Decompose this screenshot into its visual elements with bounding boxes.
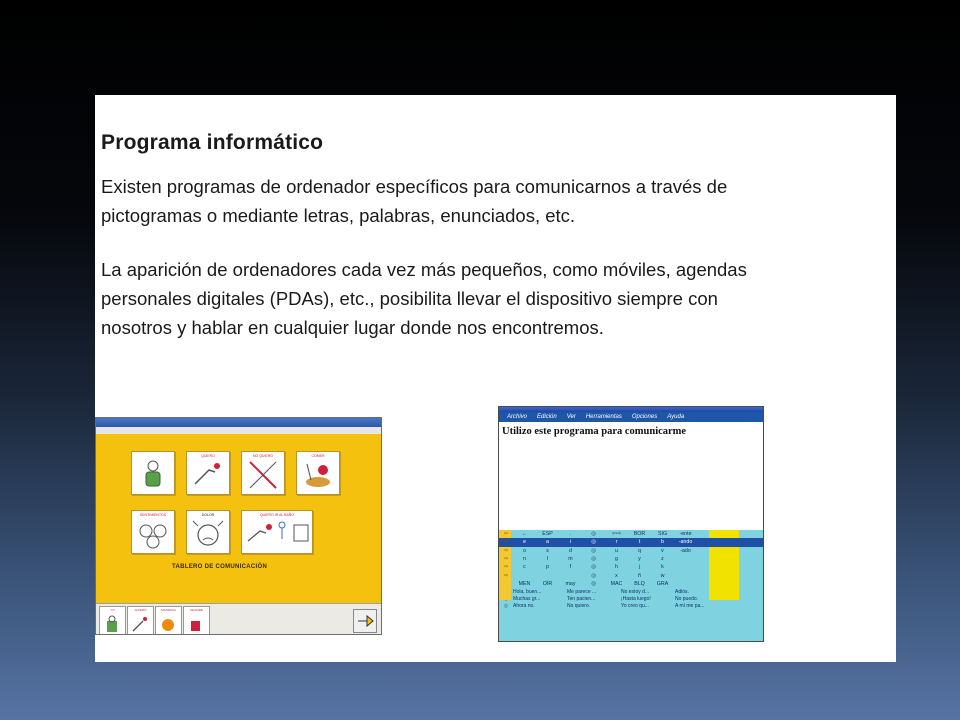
keyboard-key[interactable]: r: [615, 539, 618, 546]
sentence-item-1[interactable]: YO: [99, 606, 126, 635]
keyboard-key[interactable]: s: [546, 547, 549, 554]
refuse-icon: [242, 452, 284, 494]
phrase-item[interactable]: Me parece ...: [567, 588, 597, 595]
arrow-right-icon: [354, 610, 376, 632]
keyboard-key[interactable]: .: [569, 531, 572, 538]
row-scan-icon: ⇨: [503, 556, 509, 563]
keyboard-key[interactable]: MEN: [518, 580, 531, 587]
keyboard-row: [499, 563, 763, 571]
keyboard-key[interactable]: [674, 564, 697, 570]
board-menubar: [96, 427, 381, 434]
keyboard-key[interactable]: o: [523, 547, 526, 554]
person-icon: [103, 615, 121, 633]
phrase-item[interactable]: Hola, buen...: [513, 588, 542, 595]
paragraph-1-line-2: pictogramas o mediante letras, palabras, enunciados, etc.: [101, 205, 576, 226]
pain-face-icon: [187, 511, 229, 553]
keyboard-key[interactable]: u: [615, 547, 618, 554]
menu-opciones[interactable]: Opciones: [631, 414, 658, 420]
row-scan-icon: ⇦: [503, 531, 509, 538]
keyboard-key[interactable]: y: [638, 556, 641, 563]
keyboard-row: [499, 538, 763, 546]
keyboard-key[interactable]: ◎: [591, 531, 596, 538]
keyboard-key[interactable]: ◎: [591, 539, 596, 546]
phrase-item[interactable]: ¡Hasta luego!: [621, 595, 651, 602]
keyboard-key[interactable]: -ando: [678, 539, 693, 546]
pictogram-card-want[interactable]: QUIERO: [186, 451, 230, 495]
board-titlebar: [96, 418, 381, 427]
keyboard-key[interactable]: f: [569, 564, 572, 571]
row-scan-icon: ⇨: [503, 572, 509, 579]
slide-heading: Programa informático: [101, 131, 324, 154]
bag-icon: [187, 615, 205, 633]
paragraph-2-line-2: personales digitales (PDAs), etc., posibilita llevar el dispositivo siempre con: [101, 288, 718, 309]
paragraph-2-line-3: nosotros y hablar en cualquier lugar donde nos encontremos.: [101, 317, 604, 338]
sentence-item-4[interactable]: GRANDE: [183, 606, 210, 635]
keyboard-key[interactable]: ◎: [591, 580, 596, 587]
menu-ver[interactable]: Ver: [566, 414, 576, 420]
keyboard-key[interactable]: ◎: [591, 556, 596, 563]
keyboard-key[interactable]: SIG: [657, 531, 668, 538]
pictogram-card-feelings[interactable]: SENTIMIENTOS: [131, 510, 175, 554]
communication-board-screenshot: [95, 417, 382, 635]
keyboard-key[interactable]: q: [638, 547, 641, 554]
keyboard-rows: [499, 530, 763, 588]
keyboard-key[interactable]: a: [546, 539, 549, 546]
row-scan-icon: ⇨: [503, 539, 509, 546]
keyboard-key[interactable]: [674, 573, 697, 579]
keyboard-row: [499, 530, 763, 538]
keyboard-key[interactable]: j: [638, 564, 641, 571]
keyboard-key[interactable]: v: [661, 547, 664, 554]
phrase-item[interactable]: Muchas gr...: [513, 595, 541, 602]
keyboard-key[interactable]: [513, 573, 536, 579]
menu-herramientas[interactable]: Herramientas: [585, 414, 622, 420]
sentence-strip: [96, 603, 381, 635]
keyboard-key[interactable]: [674, 581, 697, 587]
pictogram-card-pain[interactable]: DOLOR: [186, 510, 230, 554]
keyboard-key[interactable]: b: [661, 539, 664, 546]
keyboard-key[interactable]: ←: [521, 531, 528, 538]
hand-reach-icon: [187, 452, 229, 494]
keyboard-key[interactable]: BLQ: [634, 580, 645, 587]
bathroom-icon: [242, 511, 312, 553]
keyboard-key[interactable]: ◎: [591, 572, 596, 579]
sentence-item-2[interactable]: QUIERO: [127, 606, 154, 635]
person-icon: [132, 452, 174, 494]
keyboard-key[interactable]: ñ: [638, 572, 641, 579]
food-plate-icon: [297, 452, 339, 494]
keyboard-row: [499, 580, 763, 588]
pictogram-card-eat[interactable]: COMER: [296, 451, 340, 495]
paragraph-1: [101, 172, 891, 230]
sentence-item-3[interactable]: MANZANA: [155, 606, 182, 635]
text-communicator-screenshot: [498, 406, 764, 642]
hand-reach-icon: [131, 615, 149, 633]
keyboard-key[interactable]: [559, 573, 582, 579]
keyboard-key[interactable]: BOR: [633, 531, 646, 538]
keyboard-key[interactable]: d: [569, 547, 572, 554]
keyboard-key[interactable]: m: [568, 556, 573, 563]
paragraph-2: [101, 255, 891, 342]
keyboard-key[interactable]: z: [661, 556, 664, 563]
phrase-row: [499, 602, 763, 609]
message-textarea[interactable]: Utilizo este programa para comunicarme: [502, 426, 687, 437]
keyboard-key[interactable]: [674, 556, 697, 562]
keyboard-key[interactable]: x: [615, 572, 618, 579]
pictogram-card-person[interactable]: [131, 451, 175, 495]
next-arrow-button[interactable]: [353, 609, 377, 633]
keyboard-row: [499, 571, 763, 579]
keyboard-key[interactable]: GRA: [656, 580, 669, 587]
keyboard-key[interactable]: OÍR: [542, 580, 553, 587]
keyboard-key[interactable]: MAC: [610, 580, 623, 587]
orange-icon: [159, 615, 177, 633]
keyboard-key[interactable]: e: [523, 539, 526, 546]
keyboard-key[interactable]: -ente: [679, 531, 692, 538]
phrase-item[interactable]: No estoy d...: [621, 588, 650, 595]
phrase-item[interactable]: A mí me pa...: [675, 602, 705, 609]
keyboard-key[interactable]: may: [565, 580, 576, 587]
phrase-item[interactable]: No puedo.: [675, 595, 699, 602]
slide-panel: [95, 95, 896, 662]
keyboard-key[interactable]: ◎: [591, 547, 596, 554]
phrase-item[interactable]: Yo creo qu...: [621, 602, 649, 609]
paragraph-2-line-1: La aparición de ordenadores cada vez más pequeños, como móviles, agendas: [101, 259, 747, 280]
phrase-item[interactable]: No quiero.: [567, 602, 591, 609]
phrase-item[interactable]: Ahora no.: [513, 602, 535, 609]
paragraph-1-line-1: Existen programas de ordenador específicos para comunicarnos a través de: [101, 176, 728, 197]
communicator-menubar: [499, 412, 763, 422]
keyboard-key[interactable]: k: [661, 564, 664, 571]
keyboard-key[interactable]: n: [523, 556, 526, 563]
faces-icon: [132, 511, 174, 553]
keyboard-key[interactable]: -ado: [680, 547, 691, 554]
row-scan-icon: ⇨: [503, 564, 509, 571]
pictogram-card-go-bathroom[interactable]: QUIERO IR AL BAÑO: [241, 510, 313, 554]
keyboard-key[interactable]: i: [569, 539, 572, 546]
keyboard-key[interactable]: l: [546, 556, 549, 563]
keyboard-row: [499, 547, 763, 555]
keyboard-row: [499, 555, 763, 563]
keyboard-key[interactable]: g: [615, 556, 618, 563]
row-scan-icon: ⇨: [503, 547, 509, 554]
keyboard-key[interactable]: ESP: [542, 531, 553, 538]
keyboard-key[interactable]: ⇦⇨: [612, 531, 621, 538]
board-title: TABLERO DE COMUNICACIÓN: [172, 564, 268, 570]
keyboard-key[interactable]: ◎: [591, 564, 596, 571]
keyboard-key[interactable]: h: [615, 564, 618, 571]
menu-edicion[interactable]: Edición: [537, 414, 557, 420]
keyboard-key[interactable]: [536, 573, 559, 579]
keyboard-key[interactable]: w: [660, 572, 665, 579]
menu-ayuda[interactable]: Ayuda: [667, 414, 685, 420]
pictogram-card-dont-want[interactable]: NO QUIERO: [241, 451, 285, 495]
keyboard-key[interactable]: p: [546, 564, 549, 571]
phrase-item[interactable]: Ten pacien...: [567, 595, 596, 602]
keyboard-key[interactable]: c: [523, 564, 526, 571]
scan-keyboard: [499, 530, 763, 641]
keyboard-key[interactable]: t: [638, 539, 641, 546]
phrase-item[interactable]: Adiós.: [675, 588, 689, 595]
menu-archivo[interactable]: Archivo: [507, 414, 528, 420]
phrase-bullet-icon: ◎: [503, 602, 509, 609]
